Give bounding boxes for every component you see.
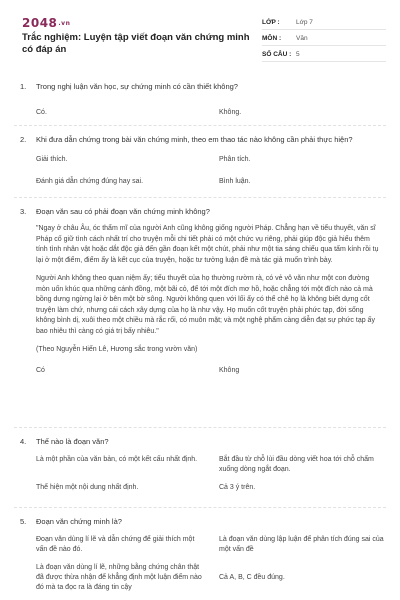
option[interactable]: Đánh giá dẫn chứng đúng hay sai. [36,178,144,185]
options [14,108,386,118]
option[interactable]: Là đoạn văn dùng lí lẽ, những bằng chứng chân thật đã được thừa nhận để khẳng định một luận điểm nào đó mà ta đọc ra là đáng tin cậy [36,564,202,591]
option[interactable]: Là một phần của văn bản, có một kết cấu nhất định. [36,456,198,463]
meta-info [262,14,386,62]
meta-question-count: SỐ CÂU : 5 [262,46,386,62]
option[interactable]: Cả A, B, C đều đúng. [219,574,285,581]
meta-subject: MÔN : Văn [262,30,386,46]
page-title: Trắc nghiệm: Luyện tập viết đoạn văn chứng minh có đáp án [22,32,250,55]
option[interactable]: Phân tích. [219,156,251,163]
option[interactable]: Là đoạn văn dùng lập luận để phân tích đúng sai của một vấn đề [219,536,384,553]
question-text: Trong nghị luận văn học, sự chứng minh có cần thiết không? [36,82,238,91]
site-logo[interactable]: 2048.vn [22,16,71,30]
question-2 [14,126,386,198]
question-text: Đoạn văn chứng minh là? [36,517,122,526]
options [14,455,386,493]
question-list [14,78,386,600]
options [14,155,386,187]
option[interactable]: Cả 3 ý trên. [219,484,256,491]
question-1 [14,78,386,126]
question-4 [14,428,386,508]
question-5 [14,508,386,600]
passage-source: (Theo Nguyễn Hiến Lê, Hương sắc trong vườn văn) [36,346,198,353]
question-number: 2. [20,135,27,144]
question-number: 4. [20,437,27,446]
passage-paragraph: Người Anh không theo quan niệm ấy; tiểu thuyết của họ thường rườm rà, có vẻ vô văn như một con đường mòn uốn khúc qua những cánh đồng, một bãi cỏ, để tới một đích mơ hồ, hoặc chẳng tới một đích nào cả mà bồng dưng ngừng lại ở bên một bờ sông. Người không quen với lối ấy có thể chê họ là không biết dựng cốt truyện làm chứ, nhưng cái cách xây dựng của họ là như vậy. Họ muốn cốt truyện phải phức tạp, đời sống không bình dị, xuôi theo một chiều mà rắc rối, có muôn mặt; và một nghệ phẩm càng diễn đạt sự phức tạp ấy bao nhiêu thì càng có giá trị bấy nhiêu." [36,275,375,335]
question-number: 3. [20,207,27,216]
passage-paragraph: "Ngay ở châu Âu, óc thẩm mĩ của người Anh cũng không giống người Pháp. Chẳng hạn về tiểu thuyết, văn sĩ Pháp cố giữ tình cách nhất trí cho truyện mỗi chi tiết phải có một chức vụ riêng, phải giúp độc giả hiểu thêm tính tình nhân vật hoặc dắt độc giả đến gần đoạn kết một chút, phải như một tia sáng chiếu qua tấm kính rồi tụ lại ở một điểm, điểm ấy là kết cục của truyện, hoặc tư tưởng luận đề mà tác giả muốn trình bày. [36,225,379,264]
quoted-passage [14,224,386,356]
option[interactable]: Bắt đầu từ chỗ lùi đầu dòng viết hoa tới chỗ chấm xuống dòng ngắt đoạn. [219,456,374,473]
option[interactable]: Không [219,366,240,374]
options [14,535,386,593]
option[interactable]: Có [36,366,45,374]
question-text: Đoạn văn sau có phải đoạn văn chứng minh không? [36,207,210,216]
option[interactable]: Không. [219,109,242,116]
question-text: Thế nào là đoạn văn? [36,437,109,446]
question-3 [14,198,386,428]
option[interactable]: Có. [36,109,47,116]
option[interactable]: Thể hiện một nội dung nhất định. [36,484,139,491]
question-number: 1. [20,82,27,91]
page-header [14,12,386,64]
option[interactable]: Giải thích. [36,156,68,163]
question-number: 5. [20,517,27,526]
meta-class: LỚP : Lớp 7 [262,14,386,30]
options [14,366,386,376]
option[interactable]: Đoạn văn dùng lí lẽ và dẫn chứng để giải thích một vấn đề nào đó. [36,536,195,553]
question-text: Khi đưa dẫn chứng trong bài văn chứng minh, theo em thao tác nào không cần phải thực hiện? [36,135,353,144]
option[interactable]: Bình luận. [219,178,251,185]
